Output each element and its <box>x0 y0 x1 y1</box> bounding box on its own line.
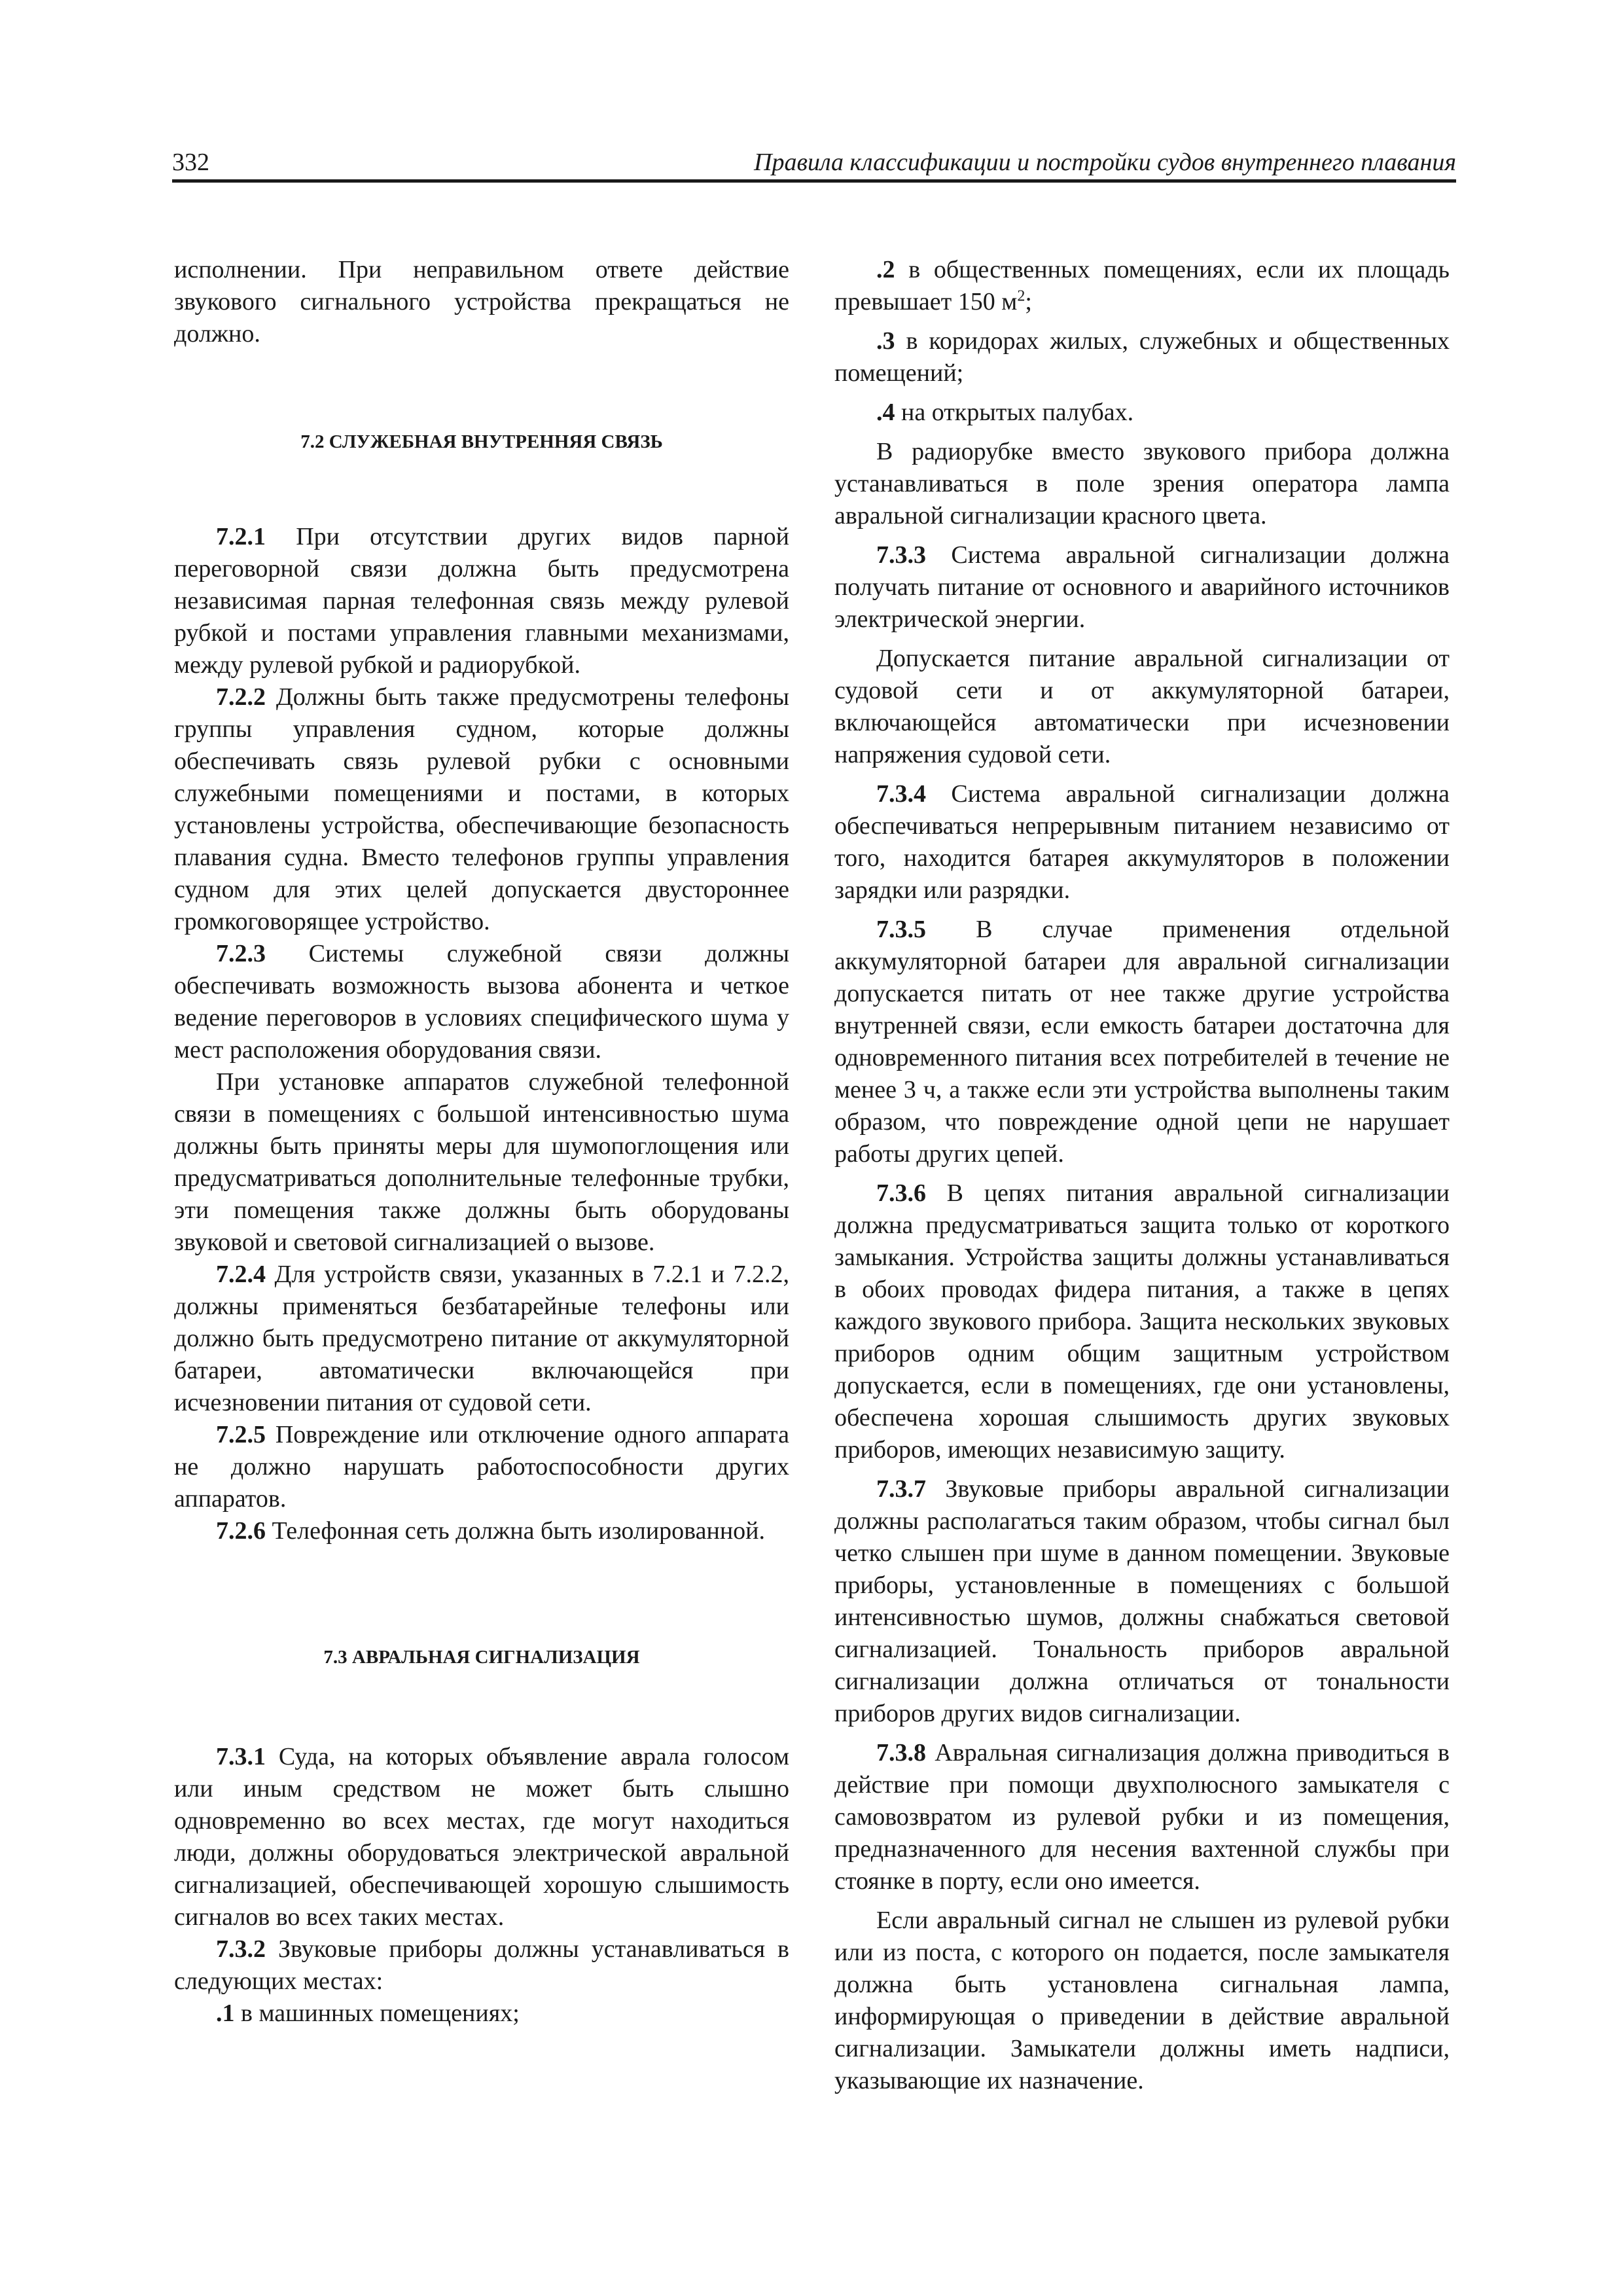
paragraph-text: Должны быть также предусмотрены телефоны группы управления судном, которые должны обеспечивать связь рулевой рубки с основными служебными помещениями и постами, в которых установлены устройства, обеспечивающие безопасность плавания судна. Вместо телефонов группы управления судном для этих целей допускается двустороннее громкоговорящее устройство. <box>174 683 789 935</box>
paragraph-7-2-3 <box>174 938 789 1066</box>
paragraph-text: Авральная сигнализация должна приводиться в действие при помощи двухполюсного замыкателя с самовозвратом из рулевой рубки и из помещения, предназначенного для несения вахтенной службы при стоянке в порту, если оно имеется. <box>834 1739 1450 1895</box>
paragraph-7-3-8 <box>834 1737 1450 1897</box>
right-column <box>834 254 1450 2097</box>
paragraph-text: Телефонная сеть должна быть изолированной. <box>266 1517 765 1545</box>
paragraph-number: 7.2.6 <box>216 1517 266 1545</box>
paragraph-text: В цепях питания авральной сигнализации должна предусматриваться защита только от короткого замыкания. Устройства защиты должны устанавливаться в обоих проводах фидера питания, а также в цепях каждого звукового прибора. Защита нескольких звуковых приборов одним общим защитным устройством допускается, если в помещениях, где они установлены, обеспечена хорошая слышимость других звуковых приборов, имеющих независимую защиту. <box>834 1179 1450 1463</box>
paragraph-7-3-6 <box>834 1177 1450 1466</box>
paragraph-7-2-1 <box>174 521 789 681</box>
paragraph-7-2-4 <box>174 1259 789 1419</box>
paragraph-7-3-4 <box>834 778 1450 906</box>
paragraph-text: Система авральной сигнализации должна обеспечиваться непрерывным питанием независимо от того, находится батарея аккумуляторов в положении зарядки или разрядки. <box>834 780 1450 904</box>
paragraph-text: В случае применения отдельной аккумуляторной батареи для авральной сигнализации допускается питать от нее также другие устройства внутренней связи, если емкость батареи достаточна для одновременного питания всех потребителей в течение не менее 3 ч, а также если эти устройства выполнены таким образом, что повреждение одной цепи не нарушает работы других цепей. <box>834 916 1450 1168</box>
section-7-2-title: 7.2 СЛУЖЕБНАЯ ВНУТРЕННЯЯ СВЯЗЬ <box>300 431 663 452</box>
list-item-text: в коридорах жилых, служебных и общественных помещений; <box>834 327 1450 387</box>
list-item-3 <box>834 325 1450 389</box>
paragraph-7-3-3 <box>834 539 1450 636</box>
section-7-3-title: 7.3 АВРАЛЬНАЯ СИГНАЛИЗАЦИЯ <box>323 1647 640 1668</box>
paragraph-text: Повреждение или отключение одного аппарата не должно нарушать работоспособности других аппаратов. <box>174 1421 789 1513</box>
paragraph-number: 7.3.7 <box>876 1475 926 1503</box>
list-item-number: .3 <box>876 327 895 355</box>
paragraph-7-2-3-continued: При установке аппаратов служебной телефонной связи в помещениях с большой интенсивностью шума должны быть приняты меры для шумопоглощения или предусматриваться дополнительные телефонные трубки, эти помещения также должны быть оборудованы звуковой и световой сигнализацией о вызове. <box>174 1068 789 1256</box>
list-item-4 <box>834 397 1450 429</box>
paragraph-number: 7.2.3 <box>216 940 266 967</box>
list-item-number: .1 <box>216 2000 235 2027</box>
paragraph-text: Звуковые приборы должны устанавливаться в следующих местах: <box>174 1935 789 1995</box>
paragraph-number: 7.3.2 <box>216 1935 266 1963</box>
list-item-text: в машинных помещениях; <box>234 2000 520 2027</box>
paragraph-7-3-5 <box>834 914 1450 1170</box>
paragraph-number: 7.2.1 <box>216 523 266 550</box>
running-title: Правила классификации и постройки судов внутреннего плавания <box>754 149 1456 176</box>
paragraph-number: 7.3.1 <box>216 1743 266 1770</box>
paragraph-7-3-2 <box>174 1933 789 1998</box>
paragraph-text: При отсутствии других видов парной переговорной связи должна быть предусмотрена независимая парная телефонная связь между рулевой рубкой и постами управления главными механизмами, между рулевой рубкой и радиорубкой. <box>174 523 789 679</box>
paragraph-7-3-7 <box>834 1473 1450 1730</box>
paragraph-text: Для устройств связи, указанных в 7.2.1 и 7.2.2, должны применяться безбатарейные телефоны или должно быть предусмотрено питание от аккумуляторной батареи, автоматически включающейся при исчезновении питания от судовой сети. <box>174 1261 789 1416</box>
paragraph-text: Системы служебной связи должны обеспечивать возможность вызова абонента и четкое ведение переговоров в условиях специфического шума у мест расположения оборудования связи. <box>174 940 789 1064</box>
superscript: 2 <box>1017 287 1026 305</box>
paragraph-number: 7.3.8 <box>876 1739 926 1767</box>
paragraph-number: 7.3.4 <box>876 780 926 808</box>
paragraph-number: 7.3.3 <box>876 541 926 569</box>
paragraph-7-2-2 <box>174 681 789 938</box>
paragraph-7-2-5 <box>174 1419 789 1515</box>
list-item-end: ; <box>1025 288 1032 315</box>
list-item-2 <box>834 254 1450 318</box>
paragraph-text: Звуковые приборы авральной сигнализации должны располагаться таким образом, чтобы сигнал был четко слышен при шуме в данном помещении. Звуковые приборы, установленные в помещениях с большой интенсивностью шумов, должны снабжаться световой сигнализацией. Тональность приборов авральной сигнализации должна отличаться от тональности приборов других видов сигнализации. <box>834 1475 1450 1727</box>
page-header <box>172 143 1456 183</box>
paragraph-number: 7.2.5 <box>216 1421 266 1448</box>
list-item-text: на открытых палубах. <box>895 399 1134 426</box>
paragraph-text: Система авральной сигнализации должна получать питание от основного и аварийного источников электрической энергии. <box>834 541 1450 633</box>
paragraph-number: 7.2.4 <box>216 1261 266 1288</box>
paragraph-number: 7.3.6 <box>876 1179 926 1207</box>
radio-room-paragraph: В радиорубке вместо звукового прибора должна устанавливаться в поле зрения оператора лампа авральной сигнализации красного цвета. <box>834 438 1450 529</box>
list-item-number: .4 <box>876 399 895 426</box>
intro-paragraph: исполнении. При неправильном ответе действие звукового сигнального устройства прекращаться не должно. <box>174 256 789 348</box>
list-item-number: .2 <box>876 256 895 283</box>
paragraph-7-2-6 <box>174 1515 789 1547</box>
paragraph-7-3-3-continued: Допускается питание авральной сигнализации от судовой сети и от аккумуляторной батареи, включающейся автоматически при исчезновении напряжения судовой сети. <box>834 645 1450 768</box>
paragraph-7-3-1 <box>174 1741 789 1933</box>
paragraph-text: Суда, на которых объявление аврала голосом или иным средством не может быть слышно одновременно во всех местах, где могут находиться люди, должны оборудоваться электрической авральной сигнализацией, обеспечивающей хорошую слышимость сигналов во всех таких местах. <box>174 1743 789 1931</box>
page-number: 332 <box>172 149 209 176</box>
paragraph-number: 7.2.2 <box>216 683 266 711</box>
list-item-1 <box>174 1998 789 2030</box>
paragraph-7-3-8-continued: Если авральный сигнал не слышен из рулевой рубки или из поста, с которого он подается, после замыкателя должна быть установлена сигнальная лампа, информирующая о приведении в действие авральной сигнализации. Замыкатели должны иметь надписи, указывающие их назначение. <box>834 1907 1450 2094</box>
paragraph-number: 7.3.5 <box>876 916 926 943</box>
list-item-text: в общественных помещениях, если их площадь превышает 150 м <box>834 256 1450 315</box>
left-column <box>174 254 789 2030</box>
